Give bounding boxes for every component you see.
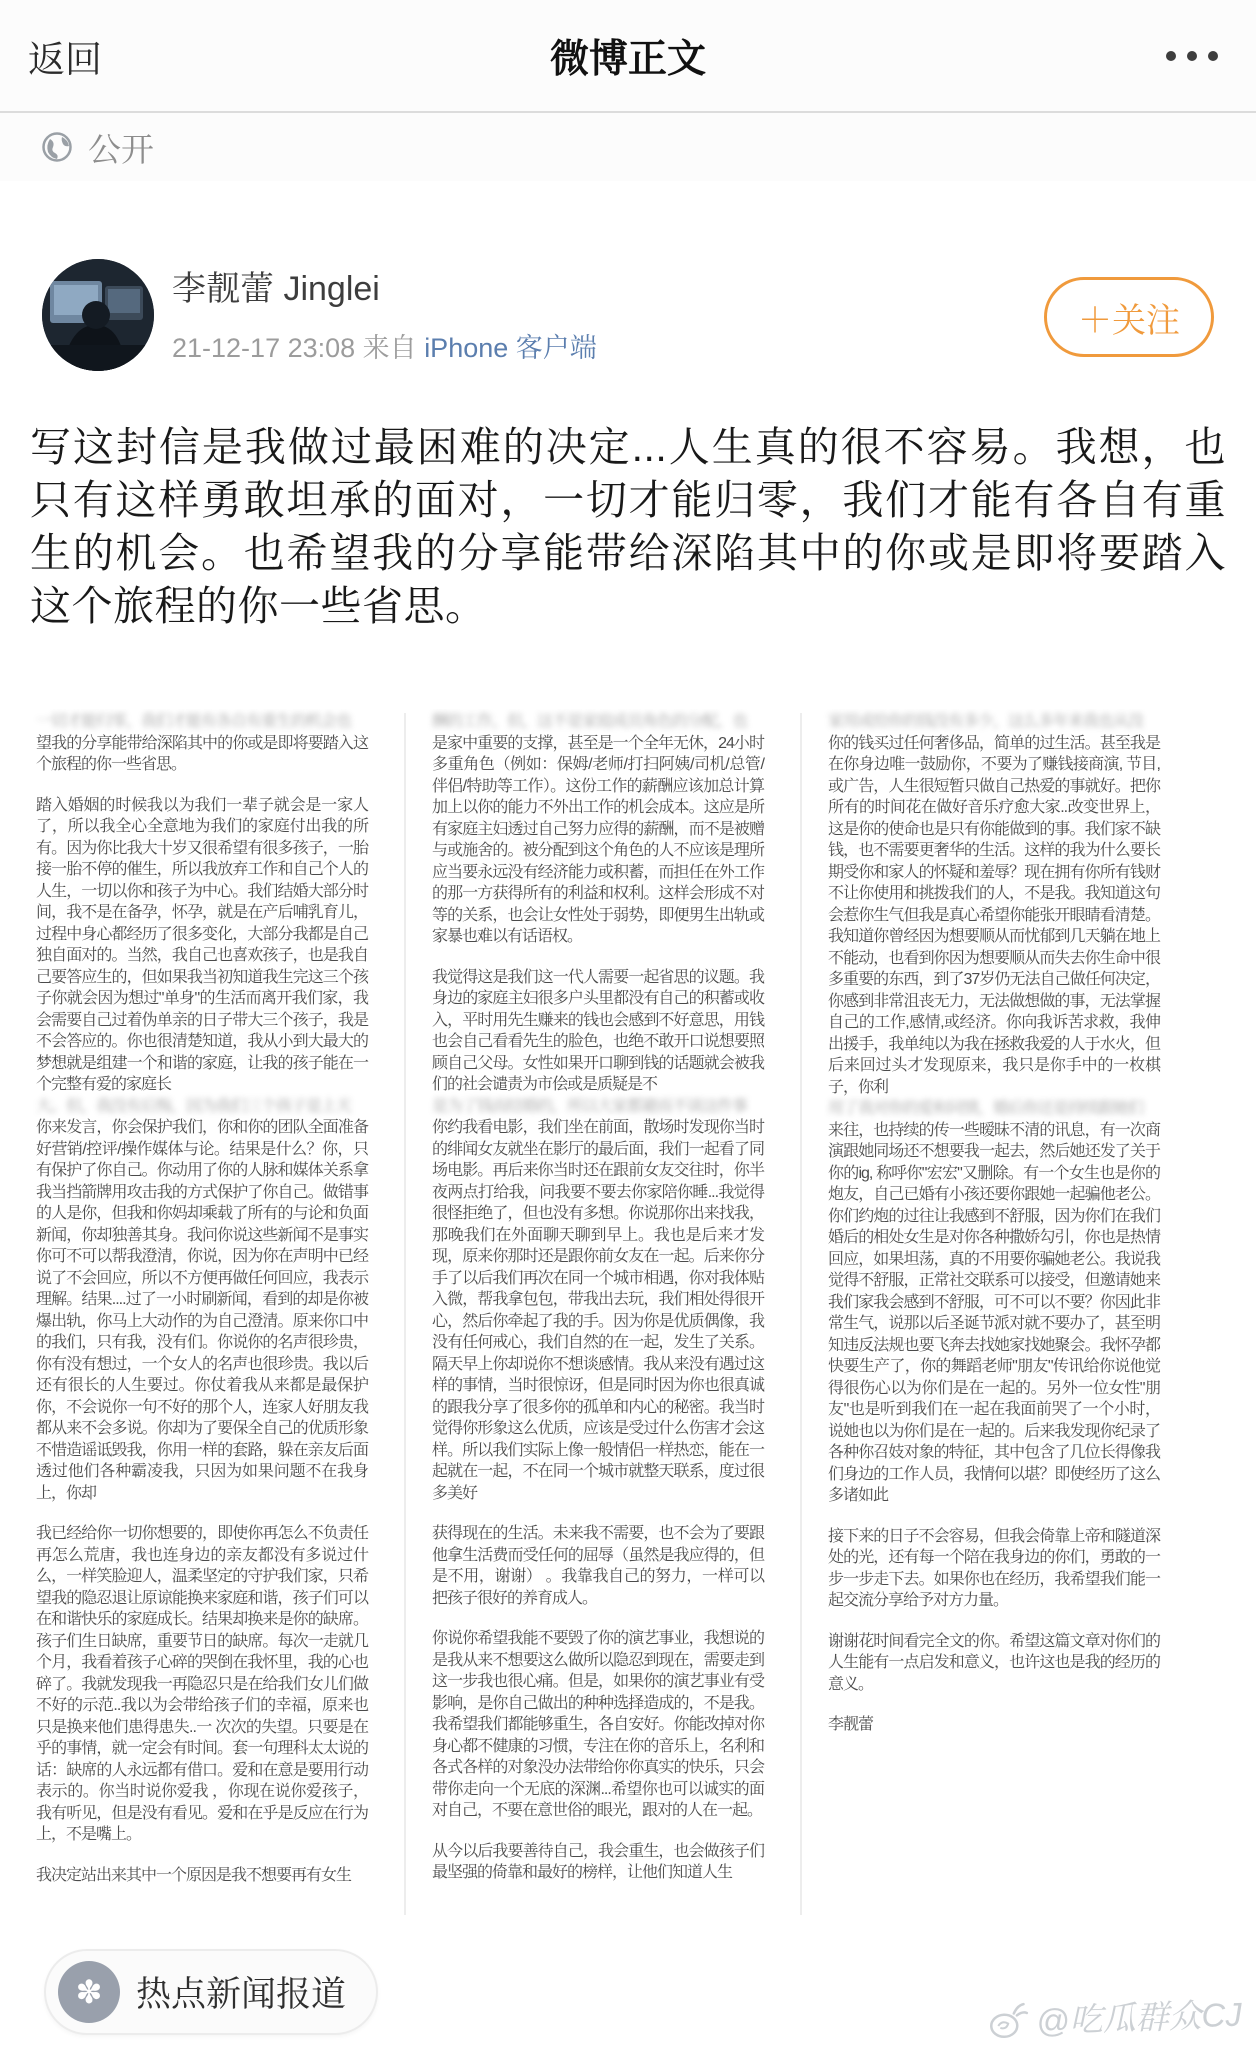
letter-paragraph xyxy=(828,1631,1160,1696)
flower-badge-icon: ✽ xyxy=(58,1961,120,2023)
letter-text: 从今以后我要善待自己，我会重生，也会做孩子们最坚强的倚靠和最好的榜样，让他们知道人生 xyxy=(432,1842,764,1881)
column-divider xyxy=(404,713,406,1915)
more-options-icon[interactable] xyxy=(1166,0,1218,111)
letter-paragraph xyxy=(36,1865,368,1887)
letter-column xyxy=(828,711,1160,1886)
author-name[interactable]: 李靓蕾 Jinglei xyxy=(172,270,380,308)
post-header xyxy=(0,259,1256,375)
timestamp: 21-12-17 23:08 xyxy=(172,333,356,363)
column-divider xyxy=(800,713,802,1915)
top-nav-bar xyxy=(0,0,1256,113)
letter-text: 望我的分享能带给深陷其中的你或是即将要踏入这个旅程的你一些省思。 xyxy=(36,734,368,773)
follow-button[interactable]: ＋关注 xyxy=(1044,277,1214,357)
letter-paragraph xyxy=(36,1117,368,1504)
letter-text: 踏入婚姻的时候我以为我们一辈子就会是一家人了，所以我全心全意地为我们的家庭付出我的所有。因为你比我大十岁又很希望有很多孩子，一胎接一胎不停的催生，所以我放弃工作和自己个人的人生，一切以你和孩子为中心。我们结婚大部分时间，我不是在备孕，怀孕，就是在产后哺乳育儿，过程中身心都经历了很多变化，大部分我都是自己独自面对的。当然，我自己也喜欢孩子，也是我自己要答应生的，但如果我当初知道我生完这三个孩子你就会因为想过"单身"的生活而离开我们家，我会需要自己过着伪单亲的日子带大三个孩子，我是不会答应的。你也很清楚知道，我从小到大最大的梦想就是组建一个和谐的家庭，让我的孩子能在一个完整有爱的家庭长 xyxy=(36,796,368,1093)
letter-image[interactable] xyxy=(0,709,1256,1925)
blurred-line: 一切才能归零，我们才能有各自有重生的机会也 xyxy=(36,713,352,730)
blurred-line: 酬的工作，但，这不是家庭成员角色的分配，也 xyxy=(432,713,748,730)
watermark xyxy=(983,1989,1242,2045)
hot-news-label: 热点新闻报道 xyxy=(136,1975,347,2014)
letter-text: 谢谢花时间看完全文的你。希望这篇文章对你们的人生能有一点启发和意义，也许这也是我的经历的意义。 xyxy=(828,1632,1160,1693)
page-title: 微博正文 xyxy=(549,37,706,81)
letter-text: 你约我看电影，我们坐在前面，散场时发现你当时的绯闻女友就坐在影厅的最后面，我们一起看了同场电影。再后来你当时还在跟前女友交往时，你半夜两点打给我，问我要不要去你家陪你睡...我觉得很怪拒绝了，但也没有多想。你说那你出来找我，那晚我们在外面聊天聊到早上。我也是后来才发现，原来你那时还是跟你前女友在一起。后来你分手了以后我们再次在同一个城市相遇，你对我体贴入微，帮我拿包包，带我出去玩，我们相处得很开心，然后你牵起了我的手。因为你是优质偶像，我没有任何戒心，我们自然的在一起，发生了关系。隔天早上你却说你不想谈感情。我从来没有遇过这样的事情，当时很惊讶，但是同时因为你也很真诚的跟我分享了很多你的孤单和内心的秘密。我当时觉得你形象这么优质，应该是受过什么伤害才会这样。所以我们实际上像一般情侣一样热恋，能在一起就在一起，不在同一个城市就整天联系，度过很多美好 xyxy=(432,1119,764,1502)
letter-text: 是家中重要的支撑，甚至是一个全年无休，24小时多重角色（例如：保姆/老师/打扫阿姨/司机/总管/伴侣/特助等工作）。这份工作的薪酬应该加总计算加上以你的能力不外出工作的机会成本。这应是所有家庭主妇透过自己努力应得的薪酬，而不是被赠与或施舍的。被分配到这个角色的人不应该是理所应当要永远没有经济能力或积蓄，而担任在外工作的那一方获得所有的利益和权利。这样会形成不对等的关系，也会让女性处于弱势，即便男生出轨或家暴也难以有话语权。 xyxy=(432,734,764,945)
letter-text: 获得现在的生活。未来我不需要，也不会为了要跟他拿生活费而受任何的屈辱（虽然是我应得的，但是不用，谢谢） 。我靠我自己的努力，一样可以把孩子很好的养育成人。 xyxy=(432,1525,764,1607)
letter-text: 你的钱买过任何奢侈品，简单的过生活。甚至我是在你身边唯一鼓励你，不要为了赚钱接商演, 节目, 或广告，人生很短暂只做自己热爱的事就好。把你所有的时间花在做好音乐疗愈大家..改变世界上，这是你的使命也是只有你能做到的事。我们家不缺钱，也不需要更奢华的生活。这样的我为什么要长期受你和家人的怀疑和羞辱？现在拥有你所有钱财不让你使用和挑拨我们的人，不是我。我知道这句会惹你生气但我是真心希望你能张开眼睛看清楚。我知道你曾经因为想要顺从而忧郁到几天躺在地上不能动，也看到你因为想要顺从而失去你生命中很多重要的东西，到了37岁仍无法自己做任何决定，你感到非常沮丧无力，无法做想做的事，无法掌握自己的工作,感情,或经济。你向我诉苦求救，我伸出援手，我单纯以为我在拯救我爱的人于水火，但后来回过头才发现原来，我只是你手中的一枚棋子，你利 xyxy=(828,734,1160,1096)
letter-paragraph xyxy=(36,795,368,1118)
letter-paragraph xyxy=(432,1523,764,1609)
letter-paragraph xyxy=(828,711,1160,1120)
blurred-line: 大。但，我没有后悔，因为我们三个孩子是上天 xyxy=(36,1097,352,1115)
blurred-line: 是为了钱而结婚的，所以大家都避而不谈这件事 xyxy=(432,1097,748,1115)
letter-text: 接下来的日子不会容易，但我会倚靠上帝和隧道深处的光，还有每一个陪在我身边的你们，勇敢的一步一步走下去。如果你也在经历，我希望我们能一起交流分享给予对方力量。 xyxy=(828,1527,1160,1609)
letter-column xyxy=(36,711,368,1886)
letter-columns xyxy=(36,711,1230,1886)
globe-icon xyxy=(40,130,74,164)
letter-column xyxy=(432,711,764,1886)
footer-row xyxy=(0,1949,1256,2069)
source-prefix: 来自 xyxy=(362,333,417,363)
letter-text: 我觉得这是我们这一代人需要一起省思的议题。我身边的家庭主妇很多户头里都没有自己的积蓄或收入，平时用先生赚来的钱也会感到不好意思，用钱也会自己看看先生的脸色，也绝不敢开口说想要照顾自己父母。女性如果开口聊到钱的话题就会被我们的社会谴责为市侩或是质疑是不 xyxy=(432,968,764,1093)
letter-text: 我已经给你一切你想要的，即使你再怎么不负责任再怎么荒唐，我也连身边的亲友都没有多说过什么，一样笑脸迎人，温柔坚定的守护我们家，只希望我的隐忍退让原谅能换来家庭和谐，孩子们可以在和谐快乐的家庭成长。结果却换来是你的缺席。孩子们生日缺席，重要节日的缺席。每次一走就几个月，我看着孩子心碎的哭倒在我怀里，我的心也碎了。我就发现我一再隐忍只是在给我们女儿们做不好的示范..我以为会带给孩子们的幸福，原来也只是换来他们患得患失..一 次次的失望。只要是在乎的事情，就一定会有时间。套一句理科太太说的话：缺席的人永远都有借口。爱和在意是要用行动表示的。你当时说你爱我 ，你现在说你爱孩子，我有听见，但是没有看见。爱和在乎是反应在行为上，不是嘴上。 xyxy=(36,1525,368,1843)
author-block xyxy=(172,261,597,365)
post-text: 写这封信是我做过最困难的决定...人生真的很不容易。我想，也只有这样勇敢坦承的面对，一切才能归零，我们才能有各自有重生的机会。也希望我的分享能带给深陷其中的你或是即将要踏入这个旅程的你一些省思。 xyxy=(30,424,1226,629)
letter-paragraph xyxy=(36,1523,368,1846)
avatar[interactable] xyxy=(42,259,154,371)
letter-paragraph xyxy=(432,967,764,1118)
letter-text: 你说你希望我能不要毁了你的演艺事业，我想说的是我从来不想要这么做所以隐忍到现在，需要走到这一步我也很心痛。但是，如果你的演艺事业有受影响，是你自己做出的种种选择造成的，不是我。我希望我们都能够重生，各自安好。你能改掉对你身心都不健康的习惯，专注在你的音乐上，名利和各式各样的对象没办法带给你你真实的快乐，只会带你走向一个无底的深渊...希望你也可以诚实的面对自己，不要在意世俗的眼光，跟对的人在一起。 xyxy=(432,1630,764,1819)
visibility-row xyxy=(0,113,1256,181)
letter-text: 你来发言，你会保护我们，你和你的团队全面准备好营销/控评/操作媒体与论。结果是什么？你，只有保护了你自己。你动用了你的人脉和媒体关系拿我当挡箭牌用攻击我的方式保护了你自己。做错事的人是你，但我和你妈却乘载了所有的与论和负面新闻，你却独善其身。我问你说这些新闻不是事实你可不可以帮我澄清，你说，因为你在声明中已经说了不会回应，所以不方便再做任何回应，我表示理解。结果....过了一小时刷新闻，看到的却是你被爆出轨，你马上大动作的为自己澄清。原来你口中的我们，只有我，没有们。你说你的名声很珍贵，你有没有想过，一个女人的名声也很珍贵。我以后还有很长的人生要过。你仗着我从来都是最保护你，不会说你一句不好的那个人，连家人好朋友我都从来不会多说。你却为了要保全自己的优质形象不惜造谣诋毁我，你用一样的套路，躲在亲友后面透过他们各种霸凌我，只因为如果问题不在我身上，你却 xyxy=(36,1119,368,1502)
watermark-text: @吃瓜群众CJ xyxy=(1035,1995,1243,2040)
letter-paragraph xyxy=(828,1526,1160,1612)
visibility-label: 公开 xyxy=(88,130,154,168)
hot-news-button[interactable] xyxy=(44,1949,378,2035)
back-button[interactable]: 返回 xyxy=(28,38,102,80)
letter-text: 我决定站出来其中一个原因是我不想要再有女生 xyxy=(36,1866,352,1884)
letter-paragraph xyxy=(432,1117,764,1504)
blurred-line: 用了我对你的爱和同情，婚后你还是持续跟她们 xyxy=(828,1100,1144,1117)
letter-paragraph xyxy=(828,1120,1160,1507)
letter-text: 来往，也持续的传一些暧昧不清的讯息，有一次商演跟她同场还不想要我一起去，然后她还发了关于你的ig, 称呼你"宏宏"又删除。有一个女生也是你的炮友，自己已婚有小孩还要你跟她一起骗他老公。你们约炮的过往让我感到不舒服，因为你们在我们婚后的相处女生是对你各种撒娇勾引，你也是热情回应，如果坦荡，真的不用要你骗她老公。我说我觉得不舒服，正常社交联系可以接受，但邀请她来我们家我会感到不舒服，可不可以不要？你因此非常生气，说那以后圣诞节派对就不要办了，甚至明知违反法规也要飞奔去找她家找她聚会。我怀孕都快要生产了，你的舞蹈老师"朋友"传讯给你说他觉得很伤心以为你们是在一起的。另外一位女性"朋友"也是听到我们在一起在我面前哭了一个小时，说她也以为你们是在一起的。后来我发现你纪录了各种你召妓对象的特征，其中包含了几位长得像我们身边的工作人员，我情何以堪？即使经历了这么多诸如此 xyxy=(828,1121,1160,1504)
letter-paragraph xyxy=(828,1714,1160,1736)
letter-text: 李靓蕾 xyxy=(828,1716,874,1733)
letter-paragraph xyxy=(36,711,368,776)
blurred-line: 家用或给你的钱没有多少，这么多年来我也从没 xyxy=(828,713,1144,730)
doodle-icon xyxy=(983,1996,1031,2044)
letter-paragraph xyxy=(432,1841,764,1884)
letter-paragraph xyxy=(432,711,764,948)
source-link[interactable]: iPhone 客户端 xyxy=(424,333,597,363)
letter-paragraph xyxy=(432,1628,764,1822)
post-meta xyxy=(172,326,597,365)
